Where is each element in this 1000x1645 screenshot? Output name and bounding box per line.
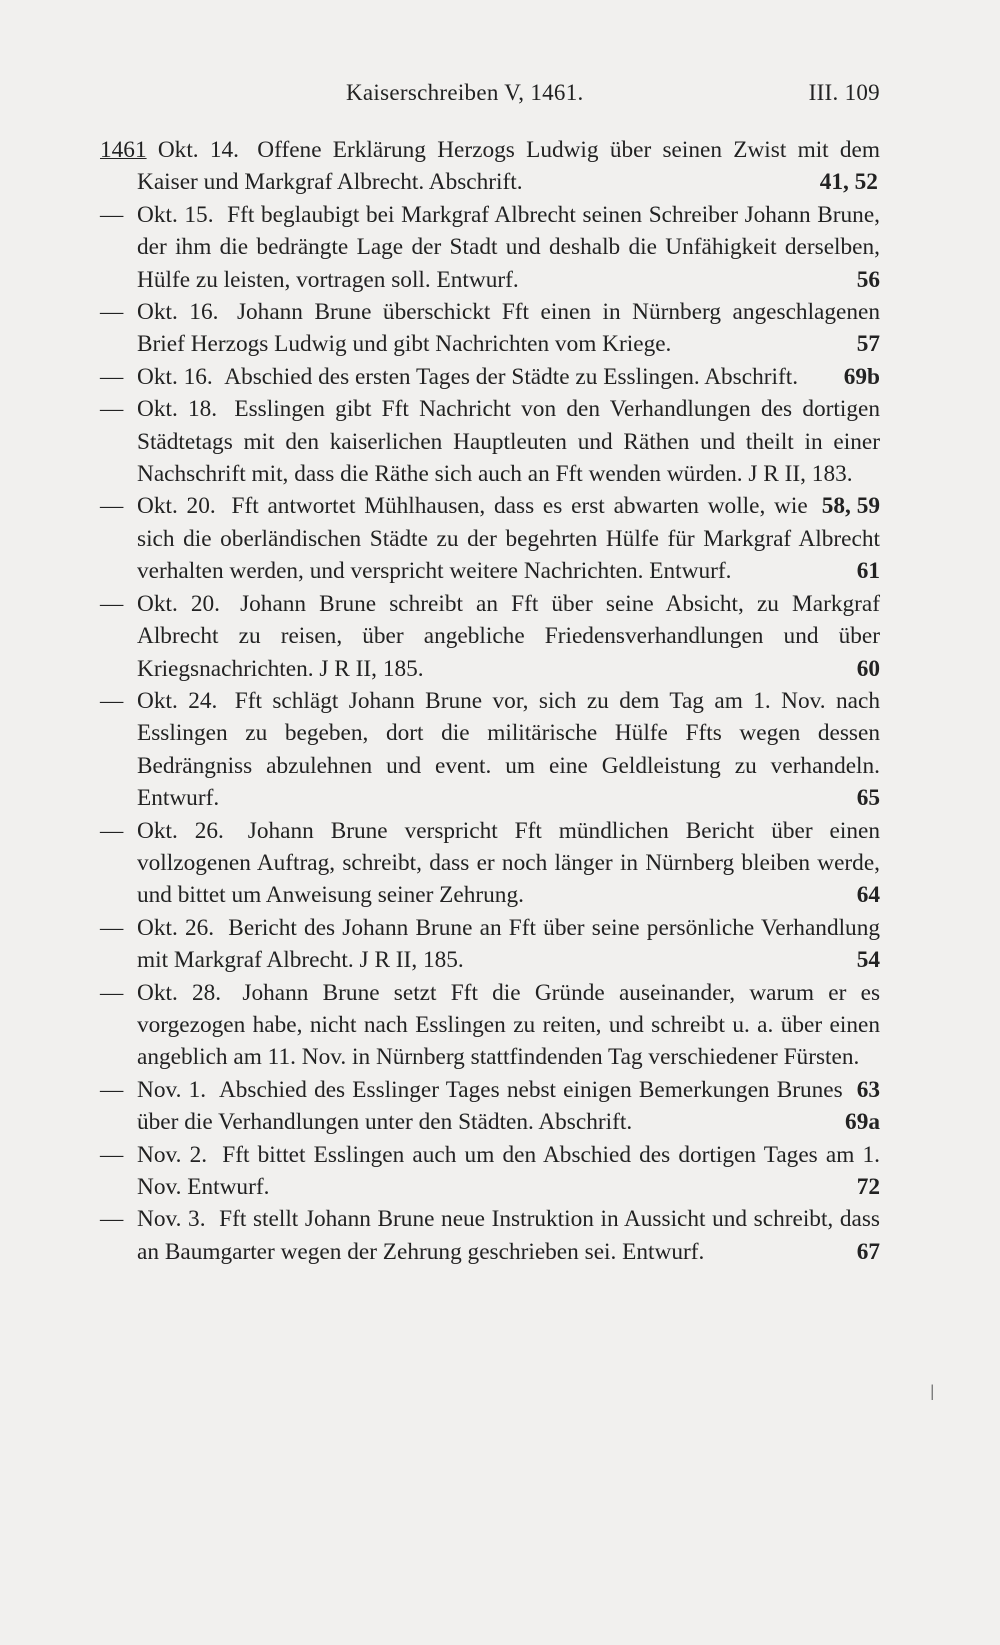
entry-text: Johann Brune überschickt Fft einen in Nürnberg angeschlagenen Brief Herzogs Ludwig und gibt Nachrichten vom Kriege.	[137, 299, 881, 358]
entry-text: Johann Brune verspricht Fft mündlichen Bericht über einen vollzogenen Auftrag, schreibt, dass er noch länger in Nürnberg bleiben werde, und bittet um Anweisung seiner Zehrung.	[137, 817, 880, 909]
entry-date: Okt. 16.	[137, 363, 213, 390]
regest-entry	[100, 1139, 880, 1204]
page-number: III. 109	[808, 80, 880, 105]
entry-dash: —	[100, 1206, 124, 1233]
regest-entry	[100, 361, 880, 393]
entry-text: Fft schlägt Johann Brune vor, sich zu dem Tag am 1. Nov. nach Esslingen zu begeben, dort die militärische Hülfe Ffts wegen dessen Bedrängniss abzulehnen und event. um eine Geldleistung zu verhandeln. Entwurf.	[137, 687, 880, 812]
entry-date: Nov. 1.	[137, 1076, 207, 1103]
entry-dash: —	[100, 590, 124, 617]
entry-number: 64	[856, 882, 880, 909]
entry-dash: —	[100, 979, 124, 1006]
entry-number: 72	[856, 1174, 880, 1200]
entry-number: 69a	[845, 1109, 880, 1136]
regest-entry	[100, 199, 880, 296]
entry-dash: —	[100, 1141, 124, 1168]
regest-entry	[100, 296, 880, 361]
entry-date: Okt. 24.	[137, 687, 218, 714]
regest-entry	[100, 912, 880, 977]
entry-text: Fft antwortet Mühlhausen, dass es erst abwarten wolle, wie sich die oberländischen Städte zu der begehrten Hülfe für Markgraf Albrecht verhalten werden, und verspricht weitere Nachrichten. Entwurf.	[137, 493, 880, 585]
entry-dash: —	[100, 363, 124, 390]
entry-text: Esslingen gibt Fft Nachricht von den Verhandlungen des dortigen Städtetags mit den kaiserlichen Hauptleuten und Räthen und theilt in einer Nachschrift mit, dass die Räthe sich auch an Fft wenden würden. J R II, 183.	[137, 396, 880, 488]
entry-text: Abschied des ersten Tages der Städte zu Esslingen. Abschrift.	[224, 363, 799, 390]
entry-date: Okt. 16.	[137, 299, 219, 326]
entry-number: 60	[856, 655, 880, 682]
entry-number: 67	[856, 1238, 880, 1265]
entry-text: Abschied des Esslinger Tages nebst einigen Bemerkungen Brunes über die Verhandlungen unter den Städten. Abschrift.	[137, 1076, 843, 1136]
running-header	[100, 80, 880, 120]
entry-text: Johann Brune setzt Fft die Gründe auseinander, warum er es vorgezogen habe, nicht nach Esslingen zu reiten, und schreibt u. a. über einen angeblich am 11. Nov. in Nürnberg stattfindenden Tag verschiedener Fürsten.	[137, 979, 881, 1071]
entry-dash: —	[100, 1076, 124, 1103]
entry-number: 57	[856, 331, 880, 358]
entry-date: Okt. 14.	[157, 137, 240, 163]
entry-date: Okt. 28.	[137, 979, 222, 1006]
entry-text: Fft bittet Esslingen auch um den Abschied des dortigen Tages am 1. Nov. Entwurf.	[137, 1141, 880, 1200]
entry-number: 61	[856, 558, 880, 585]
regest-list	[100, 134, 880, 1268]
entry-text: Offene Erklärung Herzogs Ludwig über seinen Zwist mit dem Kaiser und Markgraf Albrecht. Abschrift.	[137, 137, 881, 196]
entry-number: 63	[856, 1076, 880, 1103]
entry-number: 56	[856, 266, 880, 293]
entry-date: Okt. 26.	[137, 817, 224, 844]
entry-text: Johann Brune schreibt an Fft über seine Absicht, zu Markgraf Albrecht zu reisen, über angebliche Friedensverhandlungen und über Kriegsnachrichten. J R II, 185.	[137, 590, 880, 682]
regest-entry	[100, 1203, 880, 1268]
regest-entry	[100, 685, 880, 815]
entry-date: Okt. 18.	[137, 396, 218, 423]
entry-dash: —	[100, 914, 124, 941]
regest-entry	[100, 1074, 880, 1139]
entry-number: 41, 52	[819, 169, 878, 196]
entry-text: Bericht des Johann Brune an Fft über seine persönliche Verhandlung mit Markgraf Albrecht. J R II, 185.	[137, 914, 881, 974]
entry-number: 69b	[843, 363, 880, 390]
entry-date: Nov. 2.	[137, 1141, 208, 1168]
entry-date: Okt. 15.	[137, 201, 214, 228]
entry-dash: —	[100, 493, 124, 520]
regest-entry	[100, 588, 880, 685]
regest-entry	[100, 490, 880, 587]
entry-dash: —	[100, 396, 124, 423]
entry-date: Okt. 26.	[137, 914, 215, 941]
entry-number: 65	[856, 785, 880, 812]
regest-entry	[100, 134, 880, 199]
entry-date: Okt. 20.	[137, 590, 220, 617]
regest-entry	[100, 815, 880, 912]
margin-tick: ǀ	[930, 1380, 935, 1405]
entry-text: Fft stellt Johann Brune neue Instruktion in Aussicht und schreibt, dass an Baumgarter wegen der Zehrung geschrieben sei. Entwurf.	[137, 1206, 880, 1265]
entry-date: Okt. 20.	[137, 493, 216, 520]
entry-number: 58, 59	[821, 493, 880, 520]
entry-text: Fft beglaubigt bei Markgraf Albrecht seinen Schreiber Johann Brune, der ihm die bedrängte Lage der Stadt und deshalb die Unfähigkeit derselben, Hülfe zu leisten, vortragen soll. Entwurf.	[137, 201, 880, 293]
entry-dash: —	[100, 201, 124, 228]
header-title: Kaiserschreiben V, 1461.	[346, 80, 584, 105]
entry-dash: —	[100, 687, 124, 714]
entry-number: 54	[856, 947, 880, 974]
entry-dash: —	[100, 299, 124, 326]
entry-dash: —	[100, 817, 124, 844]
entry-date: Nov. 3.	[137, 1206, 206, 1233]
entry-year: 1461	[100, 137, 147, 163]
